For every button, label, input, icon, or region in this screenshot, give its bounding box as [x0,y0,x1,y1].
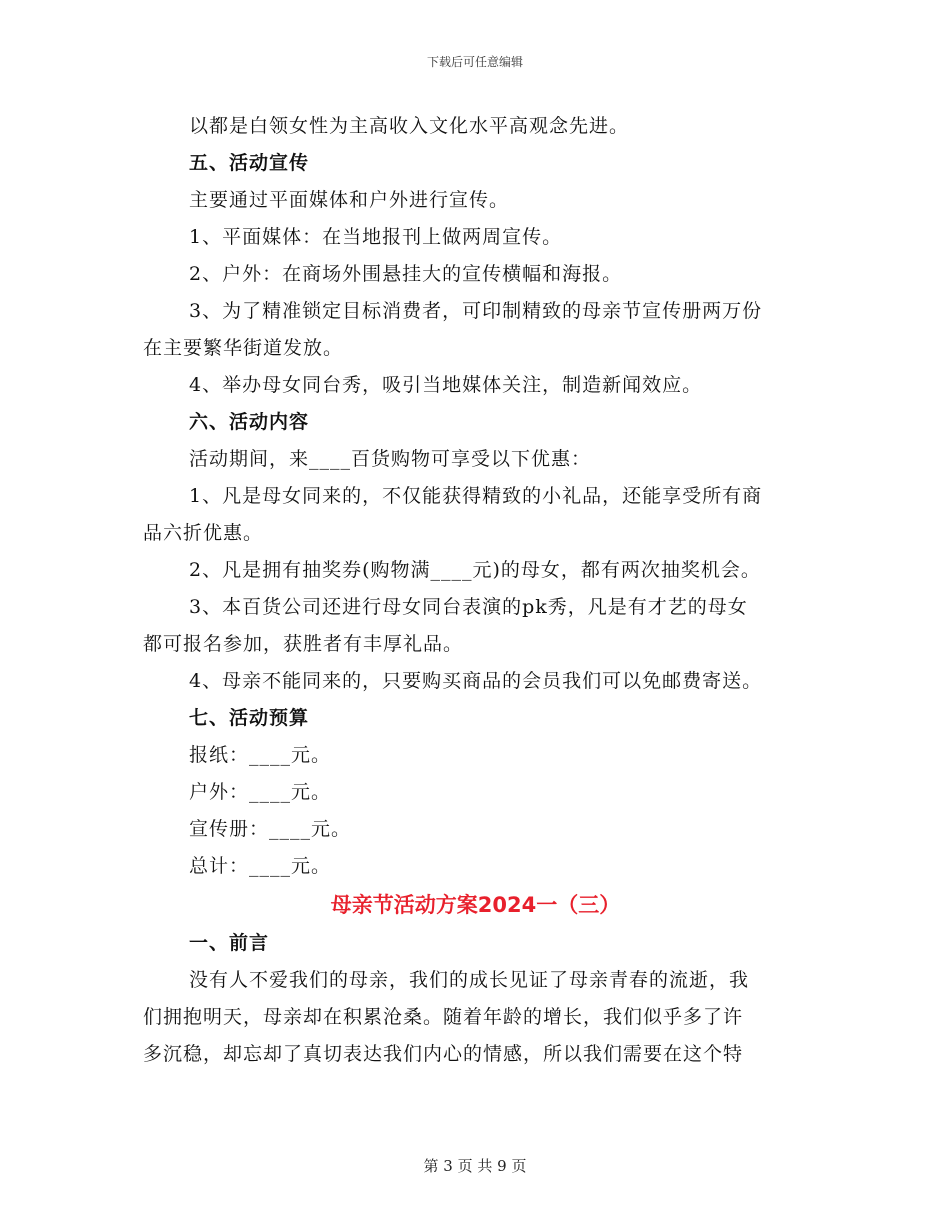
paragraph-line: 主要通过平面媒体和户外进行宣传。 [189,189,510,211]
list-item-continuation: 都可报名参加，获胜者有丰厚礼品。 [143,633,464,655]
list-item: 2、户外：在商场外围悬挂大的宣传横幅和海报。 [189,263,623,285]
budget-item-brochure: 宣传册：____元。 [189,818,352,840]
section-heading-publicity: 五、活动宣传 [189,152,310,174]
document-title: 母亲节活动方案2024一（三） [330,893,621,917]
budget-item-total: 总计：____元。 [189,855,332,877]
paragraph-line: 们拥抱明天，母亲却在积累沧桑。随着年龄的增长，我们似乎多了许 [143,1006,744,1028]
list-item: 1、凡是母女同来的，不仅能获得精致的小礼品，还能享受所有商 [189,485,763,507]
paragraph-line: 没有人不爱我们的母亲，我们的成长见证了母亲青春的流逝，我 [189,969,750,991]
list-item: 1、平面媒体：在当地报刊上做两周宣传。 [189,226,563,248]
budget-item-outdoor: 户外：____元。 [189,781,332,803]
section-heading-content: 六、活动内容 [189,411,310,433]
budget-item-newspaper: 报纸：____元。 [189,744,332,766]
section-heading-budget: 七、活动预算 [189,707,310,729]
list-item: 3、本百货公司还进行母女同台表演的pk秀，凡是有才艺的母女 [189,596,748,618]
document-body [143,108,808,1073]
list-item: 4、母亲不能同来的，只要购买商品的会员我们可以免邮费寄送。 [189,670,763,692]
list-item-continuation: 品六折优惠。 [143,522,264,544]
section-heading-preface: 一、前言 [189,932,270,954]
page-footer: 第 3 页 共 9 页 [423,1157,527,1175]
list-item: 4、举办母女同台秀，吸引当地媒体关注，制造新闻效应。 [189,374,703,396]
paragraph-line: 多沉稳，却忘却了真切表达我们内心的情感，所以我们需要在这个特 [143,1043,744,1065]
paragraph-line: 活动期间，来____百货购物可享受以下优惠： [189,448,592,470]
paragraph-line: 以都是白领女性为主高收入文化水平高观念先进。 [189,115,630,137]
list-item: 2、凡是拥有抽奖券(购物满____元)的母女，都有两次抽奖机会。 [189,559,761,581]
list-item: 3、为了精准锁定目标消费者，可印制精致的母亲节宣传册两万份 [189,300,763,322]
page-header: 下载后可任意编辑 [426,55,523,69]
list-item-continuation: 在主要繁华街道发放。 [143,337,344,359]
